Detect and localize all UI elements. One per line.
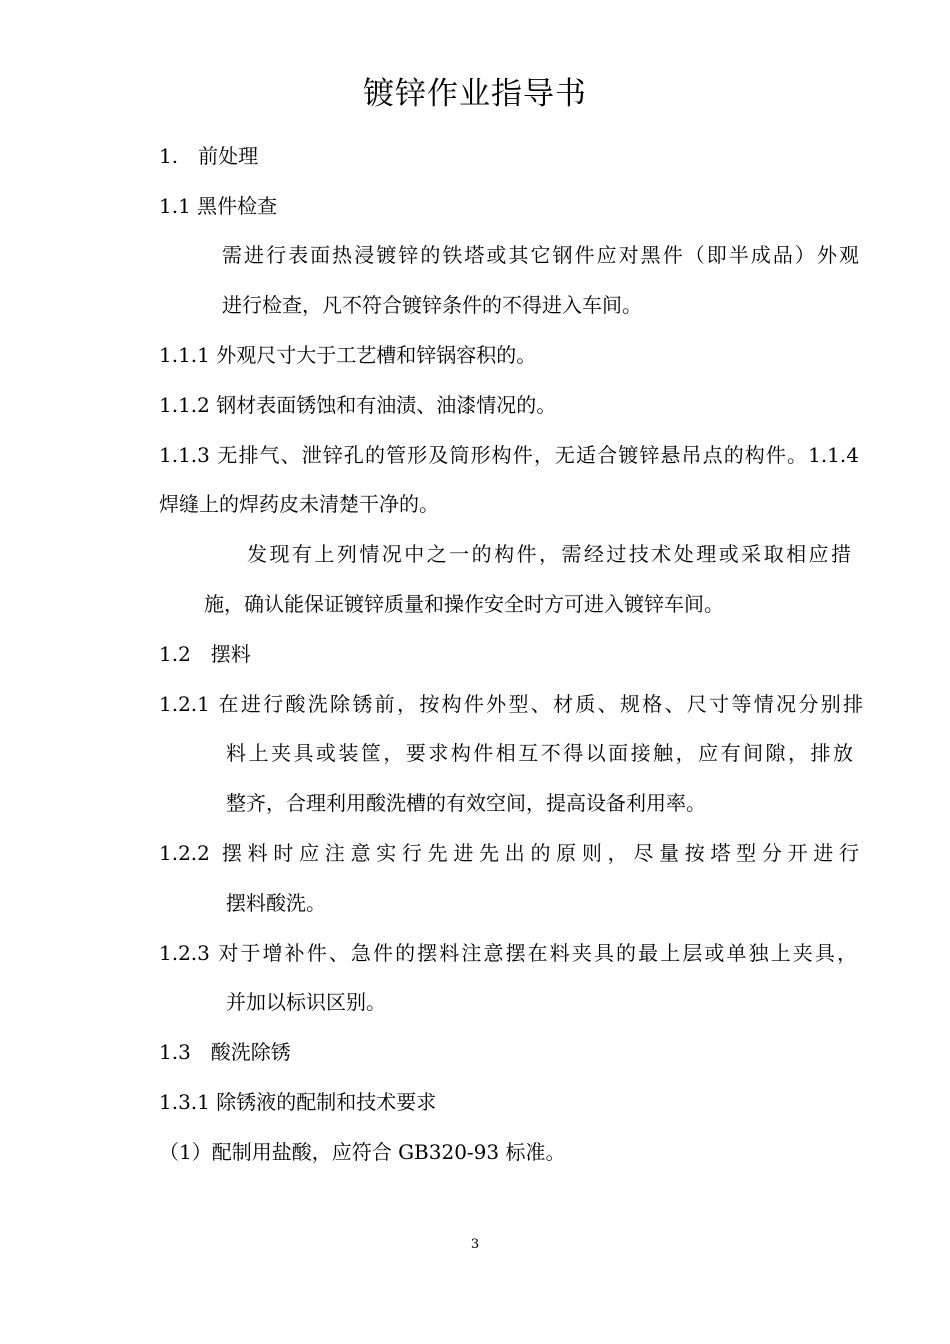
paragraph-line: 进行检查，凡不符合镀锌条件的不得进入车间。 (222, 293, 642, 317)
heading-1-2-arrangement: 1.2 摆料 (159, 642, 251, 666)
paragraph-line: 发现有上列情况中之一的构件，需经过技术处理或采取相应措 (247, 542, 851, 566)
list-item-1-3-1: 1.3.1 除锈液的配制和技术要求 (159, 1090, 437, 1114)
paragraph-line: 料上夹具或装筐，要求构件相互不得以面接触，应有间隙，排放 (226, 741, 853, 765)
list-item-1-3-1-1: （1）配制用盐酸，应符合 GB320-93 标准。 (159, 1140, 566, 1164)
page-number: 3 (470, 1237, 480, 1252)
paragraph-line: 施，确认能保证镀锌质量和操作安全时方可进入镀锌车间。 (204, 592, 724, 616)
heading-1-1-inspection: 1.1 黑件检查 (159, 194, 278, 218)
list-item-1-1-3: 1.1.3 无排气、泄锌孔的管形及筒形构件，无适合镀锌悬吊点的构件。1.1.4 (159, 443, 859, 467)
heading-1-3-pickling: 1.3 酸洗除锈 (159, 1040, 291, 1064)
list-item-1-2-1: 1.2.1 在进行酸洗除锈前，按构件外型、材质、规格、尺寸等情况分别排 (159, 692, 863, 716)
heading-1-pretreatment: 1. 前处理 (159, 144, 259, 168)
paragraph-line: 需进行表面热浸镀锌的铁塔或其它钢件应对黑件（即半成品）外观 (222, 243, 859, 267)
list-item-1-2-3: 1.2.3 对于增补件、急件的摆料注意摆在料夹具的最上层或单独上夹具， (159, 941, 857, 965)
list-item-1-1-4: 焊缝上的焊药皮未清楚干净的。 (159, 492, 439, 516)
list-item-1-1-2: 1.1.2 钢材表面锈蚀和有油渍、油漆情况的。 (159, 393, 557, 417)
paragraph-line: 并加以标识区别。 (226, 990, 386, 1014)
document-title: 镀锌作业指导书 (363, 76, 587, 112)
list-item-1-1-1: 1.1.1 外观尺寸大于工艺槽和锌锅容积的。 (159, 343, 537, 367)
paragraph-line: 整齐，合理利用酸洗槽的有效空间，提高设备利用率。 (226, 791, 706, 815)
paragraph-line: 摆料酸洗。 (226, 891, 326, 915)
list-item-1-2-2: 1.2.2 摆料时应注意实行先进先出的原则，尽量按塔型分开进行 (159, 841, 859, 865)
